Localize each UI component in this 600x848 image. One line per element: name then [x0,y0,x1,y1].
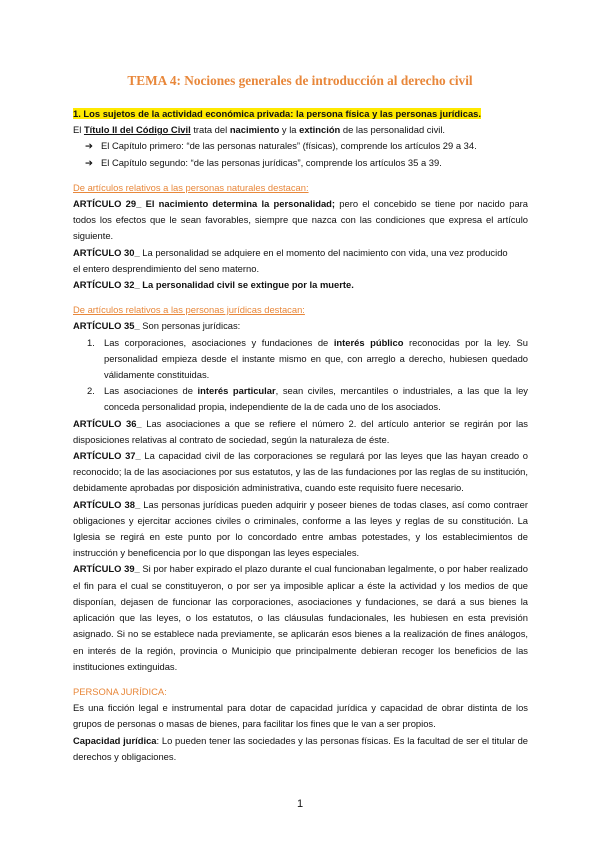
article-text: La capacidad civil de las corporaciones se regulará por las leyes que las hayan creado o reconocido; la de las asociaciones por sus estatutos, y las de las fundaciones por las reglas de su institución, debidamente aprobadas por disposición administrativa, cuando este requisito fuere necesario. [73,450,528,494]
intro-term: extinción [299,124,341,136]
article-label: ARTÍCULO 39_ [73,563,140,575]
item-bold-term: interés particular [197,385,276,397]
article-36 [73,416,528,448]
article-label: ARTÍCULO 30_ [73,246,140,258]
article-37 [73,448,528,497]
article-30-continued: el entero desprendimiento del seno materno. [73,262,260,274]
item-text-part: Las asociaciones de [104,385,198,397]
article-bold-text: El nacimiento determina la personalidad; [141,198,336,210]
persona-juridica-heading-text: PERSONA JURÍDICA: [73,685,167,697]
intro-text: de las personalidad civil. [340,124,446,136]
subsection-heading-juridicas [73,302,528,318]
document-body [73,106,528,765]
list-item [73,155,528,171]
article-text: La personalidad se adquiere en el momento del nacimiento con vida, una vez producido [139,246,508,258]
subsection-heading-text: De artículos relativos a las personas jurídicas destacan: [73,304,305,316]
list-item [73,138,528,154]
subsection-heading-naturales [73,180,528,196]
article-32 [73,277,528,293]
numbered-item [73,335,528,384]
article-label: ARTÍCULO 29_ [73,198,142,210]
item-number: 2. [87,385,95,397]
article-30 [73,245,528,261]
intro-text: trata del [190,124,230,136]
section-heading [73,106,528,122]
article-bold-text: La personalidad civil se extingue por la muerte. [139,279,354,291]
item-bold-term: interés público [333,336,404,348]
capacidad-juridica [73,733,528,765]
list-item-text: El Capítulo segundo: “de las personas jurídicas”, comprende los artículos 35 a 39. [101,156,442,168]
subsection-heading-text: De artículos relativos a las personas naturales destacan: [73,181,309,193]
item-number: 1. [87,336,95,348]
intro-paragraph [73,122,528,138]
capacidad-text: : Lo pueden tener las sociedades y las personas físicas. Es la facultad de ser el titular de derechos y obligaciones. [73,734,529,762]
list-item-text: El Capítulo primero: “de las personas naturales” (físicas), comprende los artículos 29 a 34. [101,140,477,152]
article-35 [73,318,528,334]
article-39 [73,561,528,674]
article-text: Las asociaciones a que se refiere el número 2. del artículo anterior se regirán por las disposiciones relativas al contrato de sociedad, según la naturaleza de éste. [73,417,528,445]
article-label: ARTÍCULO 36_ [73,417,142,429]
document-title: TEMA 4: Nociones generales de introducción al derecho civil [127,73,473,88]
article-text: pero el concebido se tiene por nacido para todos los efectos que le sean favorables, siempre que nazca con las condiciones que expresa el artículo siguiente. [73,198,529,242]
intro-term: nacimiento [229,124,280,136]
item-text-part: Las corporaciones, asociaciones y fundaciones de [104,336,334,348]
item-text [104,335,528,384]
article-text: Las personas jurídicas pueden adquirir y poseer bienes de todas clases, así como contraer obligaciones y ejercitar acciones civiles o criminales, conforme a las leyes y reglas de su constitución. La Iglesia se regirá en este punto por lo concordado entre ambas potestades, y los establecimientos de instrucción y beneficencia por lo que dispongan las leyes especiales. [73,498,528,559]
intro-text: y la [279,124,300,136]
article-text: Son personas jurídicas: [139,320,241,332]
article-29 [73,196,528,245]
article-38 [73,497,528,562]
article-label: ARTÍCULO 38_ [73,498,141,510]
intro-text: El [73,124,84,136]
capacidad-label: Capacidad jurídica [73,734,157,746]
intro-title-ref: Título II del Código Civil [83,124,191,136]
arrow-icon: ➔ [85,156,93,168]
numbered-item [73,383,528,415]
article-label: ARTÍCULO 37_ [73,450,141,462]
persona-juridica-definition: Es una ficción legal e instrumental para dotar de capacidad jurídica y capacidad de obrar distinta de los grupos de personas o masas de bienes, para facilitar los fines que le van a ser propios. [73,702,528,730]
page-number: 1 [296,798,304,810]
persona-juridica-heading [73,684,528,700]
article-label: ARTÍCULO 32_ [73,279,140,291]
item-text-part: , sean civiles, mercantiles o industriales, a las que la ley conceda personalidad propia, independiente de la de cada uno de los asociados. [104,385,528,413]
item-text [104,383,528,415]
section-heading-text: 1. Los sujetos de la actividad económica privada: la persona física y las personas jurídicas. [73,108,481,119]
article-label: ARTÍCULO 35_ [73,320,140,332]
article-text: Si por haber expirado el plazo durante el cual funcionaban legalmente, o por haber realizado el fin para el cual se constituyeron, o por ser ya imposible aplicar a éste la actividad y los medios de que disponían, dejasen de funcionar las corporaciones, asociaciones y fundaciones, se dará a sus bienes la aplicación que las leyes, o los estatutos, o las cláusulas fundacionales, les hubiesen en esta previsión asignado. Si no se establece nada previamente, se aplicarán esos bienes a la realización de fines análogos, en interés de la región, provincia o Municipio que principalmente debieran recoger los beneficios de las instituciones extinguidas. [73,563,528,672]
item-text-part: reconocidas por la ley. Su personalidad empieza desde el instante mismo en que, con arreglo a derecho, hubiesen quedado válidamente constituidas. [104,336,529,381]
arrow-icon: ➔ [85,140,93,152]
